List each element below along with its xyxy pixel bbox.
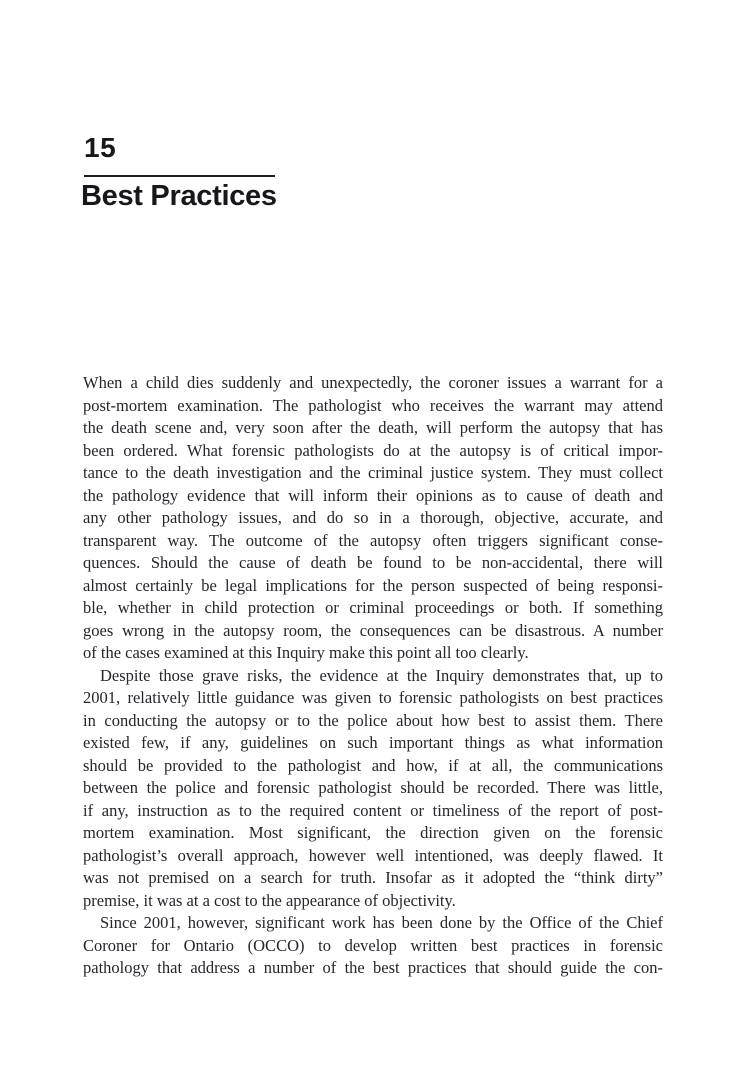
text-line: Coroner for Ontario (OCCO) to develop written best practices in forensic [83,935,663,955]
chapter-number: 15 [84,132,117,163]
text-line: any other pathology issues, and do so in a thorough, objective, accurate, and [83,508,663,527]
paragraph [83,665,663,913]
text-line: tance to the death investigation and the criminal justice system. They must collect [83,463,663,482]
text-line: post-mortem examination. The pathologist who receives the warrant may attend [83,395,663,415]
text-line: between the police and forensic pathologist should be recorded. There was little, [83,778,663,797]
text-line: quences. Should the cause of death be found to be non-accidental, there will [83,553,663,572]
text-line: almost certainly be legal implications for the person suspected of being responsi- [83,575,663,595]
text-line: been ordered. What forensic pathologists do at the autopsy is of critical impor- [83,440,663,460]
text-line: in conducting the autopsy or to the police about how best to assist them. There [83,710,663,730]
chapter-title-rule [84,175,275,177]
body-text [83,372,663,980]
text-line: ble, whether in child protection or criminal proceedings or both. If something [83,598,663,617]
text-line: 2001, relatively little guidance was given to forensic pathologists on best practices [83,688,663,707]
text-line: When a child dies suddenly and unexpectedly, the coroner issues a warrant for a [83,373,663,392]
text-line: of the cases examined at this Inquiry make this point all too clearly. [83,643,529,662]
text-line: Despite those grave risks, the evidence at the Inquiry demonstrates that, up to [100,665,663,685]
text-line: premise, it was at a cost to the appearance of objectivity. [83,890,456,910]
text-line: existed few, if any, guidelines on such important things as what information [83,733,663,752]
text-line: if any, instruction as to the required content or timeliness of the report of post- [83,800,663,820]
text-line: the pathology evidence that will inform their opinions as to cause of death and [83,485,663,505]
text-line: goes wrong in the autopsy room, the consequences can be disastrous. A number [83,620,663,640]
chapter-title: Best Practices [81,180,277,212]
text-line: was not premised on a search for truth. Insofar as it adopted the “think dirty” [83,868,663,887]
text-line: pathology that address a number of the best practices that should guide the con- [83,958,663,977]
text-line: pathologist’s overall approach, however well intentioned, was deeply flawed. It [83,845,663,865]
text-line: transparent way. The outcome of the autopsy often triggers significant conse- [83,530,663,550]
text-line: mortem examination. Most significant, the direction given on the forensic [83,823,663,842]
text-line: Since 2001, however, significant work has been done by the Office of the Chief [100,913,663,932]
paragraph [83,912,663,980]
paragraph [83,372,663,665]
text-line: should be provided to the pathologist and how, if at all, the communications [83,755,663,775]
text-line: the death scene and, very soon after the death, will perform the autopsy that has [83,418,663,437]
